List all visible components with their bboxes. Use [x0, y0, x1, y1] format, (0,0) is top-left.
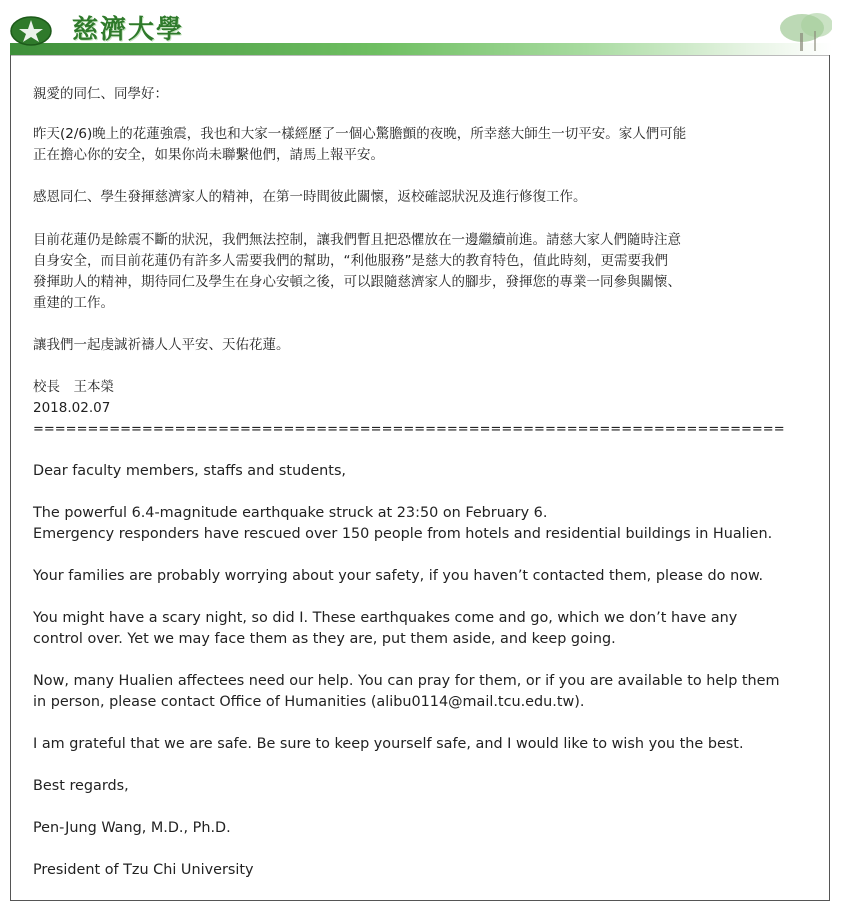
chinese-paragraph-3-line-2: 自身安全，而目前花蓮仍有許多人需要我們的幫助，“利他服務”是慈大的教育特色，值此時刻，更需要我們: [33, 253, 668, 269]
university-emblem-icon: [10, 15, 52, 47]
site-header: [10, 13, 832, 56]
chinese-paragraph-1-line-1: 昨天(2/6)晚上的花蓮強震，我也和大家一樣經歷了一個心驚膽顫的夜晚，所幸慈大師生一切平安。家人們可能: [33, 126, 687, 142]
english-paragraph-4-line-2: in person, please contact Office of Humanities (alibu0114@mail.tcu.edu.tw).: [33, 694, 585, 710]
chinese-paragraph-2-line-1: 感恩同仁、學生發揮慈濟家人的精神，在第一時間彼此關懷，返校確認狀況及進行修復工作。: [33, 189, 587, 205]
chinese-paragraph-3-line-3: 發揮助人的精神，期待同仁及學生在身心安頓之後，可以跟隨慈濟家人的腳步，發揮您的專業一同參與關懷、: [33, 274, 681, 290]
section-divider: =====================================================================: [33, 422, 785, 437]
english-closing: Best regards,: [33, 778, 129, 794]
english-paragraph-2-line-1: Your families are probably worrying about your safety, if you haven’t contacted them, please do now.: [33, 568, 764, 584]
chinese-signature: 校長 王本榮: [33, 379, 114, 395]
university-logo-text: 慈濟大學: [72, 15, 185, 45]
english-paragraph-3-line-1: You might have a scary night, so did I. These earthquakes come and go, which we don’t have any: [33, 610, 738, 626]
english-paragraph-4-line-1: Now, many Hualien affectees need our help. You can pray for them, or if you are available to help them: [33, 673, 780, 689]
english-paragraph-1-line-1: The powerful 6.4-magnitude earthquake struck at 23:50 on February 6.: [33, 505, 548, 521]
english-paragraph-5-line-1: I am grateful that we are safe. Be sure to keep yourself safe, and I would like to wish you the best.: [33, 736, 744, 752]
english-paragraph-1-line-2: Emergency responders have rescued over 150 people from hotels and residential buildings in Hualien.: [33, 526, 773, 542]
chinese-paragraph-1-line-2: 正在擔心你的安全，如果你尚未聯繫他們，請馬上報平安。: [33, 147, 384, 163]
english-signature-title: President of Tzu Chi University: [33, 862, 254, 878]
chinese-paragraph-3-line-1: 目前花蓮仍是餘震不斷的狀況，我們無法控制，讓我們暫且把恐懼放在一邊繼續前進。請慈大家人們隨時注意: [33, 232, 681, 248]
chinese-date: 2018.02.07: [33, 400, 111, 416]
english-paragraph-3-line-2: control over. Yet we may face them as they are, put them aside, and keep going.: [33, 631, 616, 647]
chinese-paragraph-3-line-4: 重建的工作。: [33, 295, 114, 311]
tree-decoration-icon: [752, 13, 832, 53]
english-greeting: Dear faculty members, staffs and students,: [33, 463, 347, 479]
chinese-greeting: 親愛的同仁、同學好：: [33, 86, 168, 102]
english-signature-name: Pen-Jung Wang, M.D., Ph.D.: [33, 820, 231, 836]
chinese-paragraph-4-line-1: 讓我們一起虔誠祈禱人人平安、天佑花蓮。: [33, 337, 290, 353]
